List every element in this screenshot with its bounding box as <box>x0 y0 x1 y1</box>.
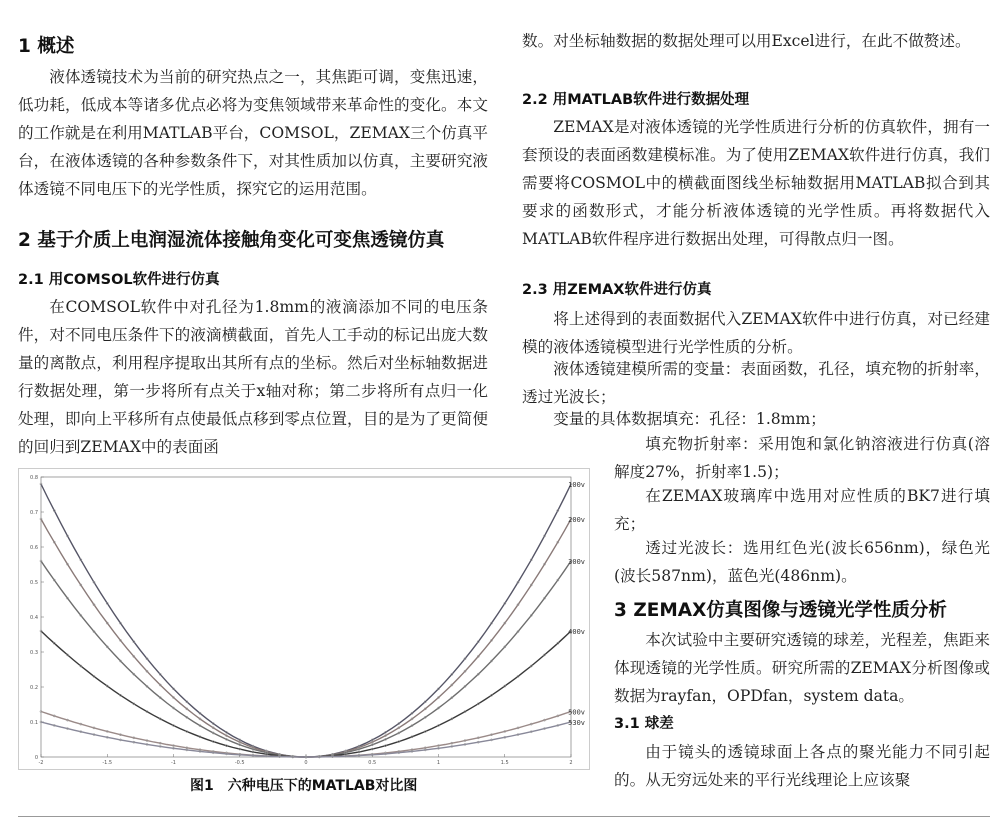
y-tick-label: 0 <box>34 755 38 761</box>
y-tick-label: 0.2 <box>30 685 38 691</box>
plot-frame <box>41 477 571 757</box>
x-tick-label: 1 <box>436 760 441 766</box>
series-line-530v <box>41 722 571 757</box>
series-label: 300v <box>568 558 585 566</box>
section-2-3-paragraph-6: 透过光波长：选用红色光(波长656nm)，绿色光(波长587nm)，蓝色光(486nm)。 <box>614 539 990 585</box>
x-tick-label: -0.5 <box>234 760 245 766</box>
section-2-2-paragraph: ZEMAX是对液体透镜的光学性质进行分析的仿真软件，拥有一套预设的表面函数建模标准。为了使用ZEMAX软件进行仿真，我们需要将COSMOL中的横截面图线坐标轴数据用MATLAB拟合到其要求的函数形式，才能分析液体透镜的光学性质。再将数据代入MATLAB软件程序进行数据出处理，可得散点归一图。 <box>522 118 990 248</box>
series-label: 530v <box>568 719 585 727</box>
x-tick-label: -1 <box>171 760 176 766</box>
bottom-rule <box>18 816 990 817</box>
series-line-500v <box>41 712 571 758</box>
y-tick-label: 0.1 <box>30 720 38 726</box>
y-tick-label: 0.6 <box>30 545 38 551</box>
figure-caption: 图1 六种电压下的MATLAB对比图 <box>190 778 418 794</box>
y-tick-label: 0.8 <box>30 475 38 481</box>
section-2-3-title: 2.3 用ZEMAX软件进行仿真 <box>522 282 712 298</box>
section-2-2-title: 2.2 用MATLAB软件进行数据处理 <box>522 92 750 108</box>
y-tick-label: 0.5 <box>30 580 38 586</box>
section-3-paragraph: 本次试验中主要研究透镜的球差，光程差，焦距来体现透镜的光学性质。研究所需的ZEMAX分析图像或数据为rayfan，OPDfan，system data。 <box>614 631 990 705</box>
figure-chart <box>18 468 590 770</box>
section-3-1-paragraph: 由于镜头的透镜球面上各点的聚光能力不同引起的。从无穷远处来的平行光线理论上应该聚 <box>614 743 990 789</box>
section-2-3-paragraph-1: 将上述得到的表面数据代入ZEMAX软件中进行仿真，对已经建模的液体透镜模型进行光学性质的分析。 <box>522 310 990 356</box>
y-tick-label: 0.7 <box>30 510 38 516</box>
section-2-1-paragraph: 在COMSOL软件中对孔径为1.8mm的液滴添加不同的电压条件，对不同电压条件下的液滴横截面，首先人工手动的标记出庞大数量的离散点，利用程序提取出其所有点的坐标。然后对坐标轴数据进行数据处理，第一步将所有点关于x轴对称；第二步将所有点归一化处理，即向上平移所有点使最低点移到零点位置，目的是为了更简便的回归到ZEMAX中的表面函 <box>18 298 488 456</box>
x-tick-label: 0 <box>304 760 308 766</box>
x-tick-label: 1.5 <box>500 760 509 766</box>
series-label: 100v <box>568 481 585 489</box>
continued-paragraph: 数。对坐标轴数据的数据处理可以用Excel进行，在此不做赘述。 <box>522 32 971 50</box>
x-tick-label: -2 <box>38 760 44 766</box>
section-2-3-paragraph-4: 填充物折射率：采用饱和氯化钠溶液进行仿真(溶解度27%，折射率1.5)； <box>614 435 990 481</box>
section-2-3-paragraph-2: 液体透镜建模所需的变量：表面函数，孔径，填充物的折射率，透过光波长； <box>522 360 990 406</box>
section-1-title: 1 概述 <box>18 36 75 57</box>
section-1-paragraph: 液体透镜技术为当前的研究热点之一，其焦距可调，变焦迅速，低功耗，低成本等诸多优点必将为变焦领域带来革命性的变化。本文的工作就是在利用MATLAB平台，COMSOL，ZEMAX三个仿真平台，在液体透镜的各种参数条件下，对其性质加以仿真，主要研究液体透镜不同电压下的光学性质，探究它的运用范围。 <box>18 68 488 198</box>
x-tick-label: 2 <box>569 760 573 766</box>
section-2-title: 2 基于介质上电润湿流体接触角变化可变焦透镜仿真 <box>18 230 445 251</box>
series-line-300v <box>41 561 571 757</box>
section-2-3-paragraph-5: 在ZEMAX玻璃库中选用对应性质的BK7进行填充； <box>614 487 990 533</box>
series-label: 400v <box>568 628 585 636</box>
series-label: 500v <box>568 708 585 717</box>
series-label: 200v <box>568 516 585 524</box>
y-tick-label: 0.4 <box>30 615 38 621</box>
section-3-1-title: 3.1 球差 <box>614 716 674 732</box>
x-tick-label: 0.5 <box>368 760 377 766</box>
matlab-comparison-chart <box>19 469 589 769</box>
section-2-3-paragraph-3: 变量的具体数据填充：孔径：1.8mm； <box>553 410 826 428</box>
series-line-200v <box>41 519 571 757</box>
series-line-100v <box>41 484 571 757</box>
section-2-1-title: 2.1 用COMSOL软件进行仿真 <box>18 272 220 288</box>
x-tick-label: -1.5 <box>102 760 113 766</box>
section-3-title: 3 ZEMAX仿真图像与透镜光学性质分析 <box>614 600 947 621</box>
y-tick-label: 0.3 <box>30 650 38 656</box>
